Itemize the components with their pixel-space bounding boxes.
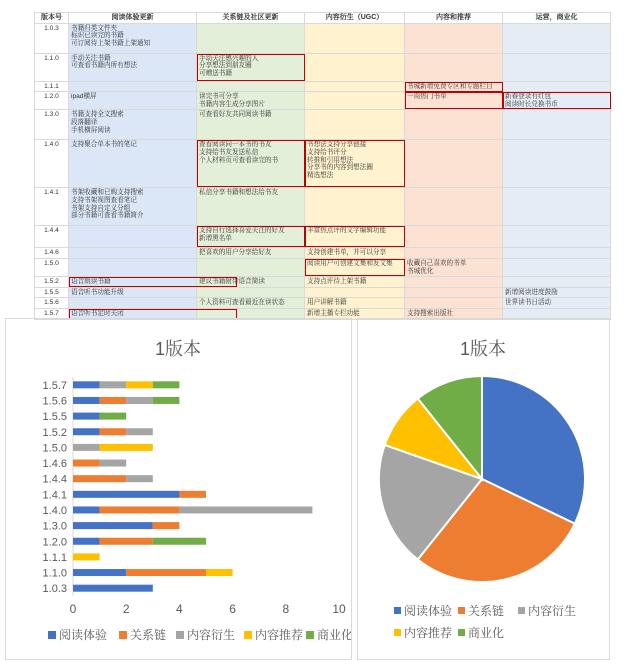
table-cell — [503, 188, 611, 226]
version-cell: 1.4.4 — [35, 226, 69, 248]
y-tick-label: 1.4.0 — [42, 504, 67, 517]
table-cell — [305, 188, 405, 226]
version-cell: 1.4.1 — [35, 188, 69, 226]
bar-segment — [100, 413, 127, 420]
legend-swatch — [119, 631, 127, 639]
table-row — [35, 110, 611, 140]
y-tick-label: 1.5.0 — [42, 442, 67, 455]
table-cell — [503, 81, 611, 92]
bar-segment — [179, 491, 206, 498]
table-row — [35, 92, 611, 110]
x-tick-label: 2 — [122, 602, 130, 616]
table-cell: 语音朗读书籍 — [69, 277, 197, 288]
bar-segment — [73, 460, 100, 467]
table-cell: 新增阅读进度鼓励 — [503, 287, 611, 298]
table-cell — [503, 258, 611, 276]
legend-swatch — [458, 629, 465, 636]
table-cell: 一周热门书单 — [405, 92, 503, 110]
table-cell — [503, 23, 611, 53]
bar-segment — [100, 381, 127, 388]
pie-chart — [358, 319, 609, 659]
table-cell — [503, 140, 611, 188]
col-header: 阅读体验更新 — [69, 13, 197, 24]
table-cell — [305, 23, 405, 53]
bar-segment — [73, 381, 100, 388]
table-cell — [69, 298, 197, 309]
table-cell: 新春登录有红包 阅读时长兑换书币 — [503, 92, 611, 110]
table-cell — [197, 258, 305, 276]
bar-segment — [100, 397, 127, 404]
x-tick-label: 6 — [229, 602, 236, 616]
col-header: 内容和推荐 — [405, 13, 503, 24]
bar-chart-title: 1版本 — [154, 339, 202, 359]
table-cell: 查看阅读同一本书的书友 支持给书友发送私信 个人材料页可查看读完的书 — [197, 140, 305, 188]
version-cell: 1.0.3 — [35, 23, 69, 53]
table-cell: 个人资料可查看最近在读状态 — [197, 298, 305, 309]
bar-segment — [126, 428, 153, 435]
y-tick-label: 1.5.6 — [42, 395, 67, 408]
table-cell — [69, 81, 197, 92]
table-cell: 收藏自己喜欢的书单 书城优化 — [405, 258, 503, 276]
x-tick-label: 10 — [332, 602, 346, 616]
version-cell: 1.4.0 — [35, 140, 69, 188]
legend-label: 内容衍生 — [187, 628, 236, 642]
table-cell: 世界读书日活动 — [503, 298, 611, 309]
table-row — [35, 277, 611, 288]
bar-segment — [73, 475, 126, 482]
bar-segment — [73, 428, 100, 435]
version-feature-table — [34, 12, 610, 317]
table-row — [35, 53, 611, 81]
y-tick-label: 1.3.0 — [42, 520, 67, 533]
y-tick-label: 1.5.5 — [42, 411, 67, 424]
x-tick-label: 8 — [282, 602, 290, 616]
legend-label: 关系链 — [468, 604, 505, 618]
version-cell: 1.2.0 — [35, 92, 69, 110]
y-tick-label: 1.4.4 — [42, 473, 67, 486]
version-cell: 1.5.5 — [35, 287, 69, 298]
table-cell — [305, 81, 405, 92]
table-row — [35, 298, 611, 309]
legend-label: 商业化 — [468, 626, 505, 640]
legend-label: 内容推荐 — [255, 628, 304, 642]
table-cell — [503, 110, 611, 140]
table-row — [35, 226, 611, 248]
table-cell — [405, 226, 503, 248]
table-cell — [405, 277, 503, 288]
bar-segment — [153, 522, 180, 529]
table-cell: 支持搜索出版社 — [405, 308, 503, 319]
table-cell — [503, 248, 611, 259]
bar-segment — [100, 428, 127, 435]
version-cell: 1.1.0 — [35, 53, 69, 81]
table-cell: 用户讲解书籍 — [305, 298, 405, 309]
table-cell: 书城新增免费专区和专题栏目 — [405, 81, 503, 92]
table-cell — [405, 287, 503, 298]
y-tick-label: 1.5.7 — [42, 379, 67, 392]
y-tick-label: 1.1.0 — [42, 567, 67, 580]
x-tick-label: 0 — [69, 602, 77, 616]
bar-segment — [126, 475, 153, 482]
bar-segment — [100, 538, 153, 545]
table-cell: 书籍支持全文搜索 段落翻译 手机横屏阅读 — [69, 110, 197, 140]
version-cell: 1.3.0 — [35, 110, 69, 140]
table-row — [35, 248, 611, 259]
bar-segment — [73, 413, 100, 420]
table-cell — [503, 226, 611, 248]
y-tick-label: 1.4.1 — [42, 489, 67, 502]
bar-segment — [179, 506, 312, 513]
table-cell — [305, 287, 405, 298]
table-cell: 阅读用户可创建文集和发文集 — [305, 258, 405, 276]
table-cell: 可查看好友共同阅读书籍 — [197, 110, 305, 140]
y-tick-label: 1.5.2 — [42, 426, 67, 439]
legend-swatch — [244, 631, 252, 639]
bar-segment — [100, 506, 180, 513]
table-cell: 支持聚合单本书的笔记 — [69, 140, 197, 188]
col-header: 内容衍生（UGC） — [305, 13, 405, 24]
bar-segment — [206, 569, 233, 576]
bar-segment — [73, 553, 100, 560]
bar-segment — [126, 569, 206, 576]
x-tick-label: 4 — [176, 602, 183, 616]
table-header-row — [35, 13, 611, 24]
table-cell — [305, 110, 405, 140]
bar-segment — [73, 538, 100, 545]
version-cell: 1.5.2 — [35, 277, 69, 288]
legend-label: 内容衍生 — [528, 604, 577, 618]
table-cell — [405, 23, 503, 53]
table-cell: 书想法支持分享链接 支持给书评分 转推和引用想法 分享书的内容到想法圈 精选想法 — [305, 140, 405, 188]
y-tick-label: 1.0.3 — [42, 583, 67, 596]
table-cell — [405, 53, 503, 81]
stacked-bar-chart-panel — [5, 318, 352, 660]
table-cell — [197, 287, 305, 298]
table-cell: 书籍归类文件夹 标识已读完的书籍 可订阅待上架书籍上架通知 — [69, 23, 197, 53]
table-cell: 手动关注感兴趣的人 分享想法到朋友圈 可赠送书籍 — [197, 53, 305, 81]
table-row — [35, 287, 611, 298]
version-cell: 1.5.7 — [35, 308, 69, 319]
bar-segment — [73, 585, 153, 592]
table-row — [35, 258, 611, 276]
table-cell — [503, 277, 611, 288]
table-row — [35, 81, 611, 92]
table-cell: 丰富热点评的文字编辑功能 — [305, 226, 405, 248]
table-cell — [405, 110, 503, 140]
bar-segment — [153, 538, 206, 545]
legend-swatch — [458, 607, 465, 614]
table-cell — [69, 248, 197, 259]
table-cell — [405, 140, 503, 188]
bar-segment — [73, 444, 100, 451]
stacked-bar-chart — [6, 319, 351, 659]
table-row — [35, 23, 611, 53]
bar-segment — [73, 397, 100, 404]
table-cell — [405, 248, 503, 259]
table-cell: 书架收藏和已购支持搜索 支持书架视图查看笔记 书架支持自定义分组 部分书籍可查看书籍简介 — [69, 188, 197, 226]
table-cell: 把喜欢的用户分享给好友 — [197, 248, 305, 259]
table-row — [35, 140, 611, 188]
version-cell: 1.4.6 — [35, 248, 69, 259]
table-cell — [305, 53, 405, 81]
table-cell — [405, 188, 503, 226]
bar-segment — [73, 569, 126, 576]
bar-segment — [100, 444, 153, 451]
y-tick-label: 1.2.0 — [42, 536, 67, 549]
table-cell: 语音听书定时关闭 — [69, 308, 197, 319]
bar-segment — [153, 381, 180, 388]
pie-chart-panel — [357, 318, 610, 660]
table-cell — [305, 92, 405, 110]
legend-swatch — [518, 607, 525, 614]
table-cell: 语音听书功能升级 — [69, 287, 197, 298]
bar-segment — [73, 491, 179, 498]
table-cell: 支持自行选择喜爱关注的好友 新增黑名单 — [197, 226, 305, 248]
bar-segment — [126, 381, 153, 388]
table-cell — [197, 81, 305, 92]
table-cell: ipad横屏 — [69, 92, 197, 110]
table-cell: 私信分享书籍和想法给书友 — [197, 188, 305, 226]
y-tick-label: 1.4.6 — [42, 458, 67, 471]
legend-swatch — [48, 631, 56, 639]
legend-label: 内容推荐 — [404, 626, 453, 640]
version-cell: 1.5.0 — [35, 258, 69, 276]
table-row — [35, 188, 611, 226]
table-cell: 手动关注书籍 可查看书籍内所有想法 — [69, 53, 197, 81]
legend-swatch — [306, 631, 314, 639]
col-header: 关系链及社区更新 — [197, 13, 305, 24]
col-header: 版本号 — [35, 13, 69, 24]
version-cell: 1.5.6 — [35, 298, 69, 309]
bar-segment — [100, 460, 127, 467]
bar-segment — [73, 506, 100, 513]
legend-label: 商业化 — [317, 628, 351, 642]
table-cell — [405, 298, 503, 309]
bar-segment — [126, 397, 153, 404]
legend-label: 阅读体验 — [404, 604, 453, 618]
legend-swatch — [176, 631, 184, 639]
bar-segment — [153, 397, 180, 404]
table-cell — [503, 53, 611, 81]
legend-label: 关系链 — [130, 628, 167, 642]
legend-label: 阅读体验 — [59, 628, 108, 642]
table-cell — [69, 258, 197, 276]
legend-swatch — [394, 629, 401, 636]
table-cell: 新增主播专栏功能 — [305, 308, 405, 319]
bar-segment — [73, 522, 153, 529]
y-tick-label: 1.1.1 — [42, 551, 67, 564]
table-cell: 读完书可分享 书籍内容生成分享图片 — [197, 92, 305, 110]
version-cell: 1.1.1 — [35, 81, 69, 92]
table-cell — [197, 23, 305, 53]
table-cell: 支持点评待上架书籍 — [305, 277, 405, 288]
pie-chart-title: 1版本 — [459, 339, 507, 359]
legend-swatch — [394, 607, 401, 614]
col-header: 运营，商业化 — [503, 13, 611, 24]
table-cell — [69, 226, 197, 248]
table-cell: 建议书籍附带语音简读 — [197, 277, 305, 288]
table-cell: 支持创建书单，并可以分享 — [305, 248, 405, 259]
